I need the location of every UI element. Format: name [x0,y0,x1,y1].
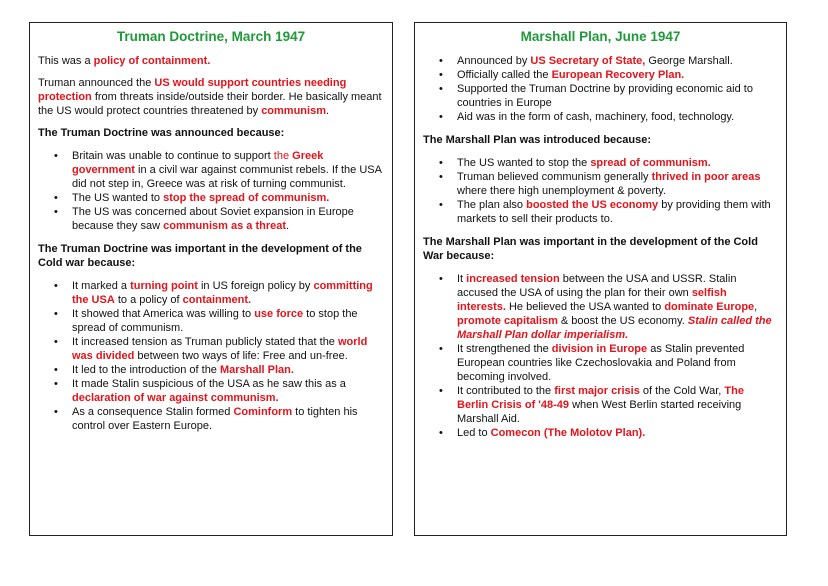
truman-importance-heading: The Truman Doctrine was important in the development of the Cold war because: [38,243,362,269]
bullet-item [457,54,778,68]
marshall-reasons-list [423,156,778,226]
truman-title: Truman Doctrine, March 1947 [116,29,306,44]
body-text: It strengthened the [457,343,552,355]
highlight-text: Cominform [233,406,293,418]
body-text: Announced by [457,55,531,67]
highlight-text: dominate Europe [664,301,755,313]
highlight-text: Greek government [72,150,324,176]
highlight-text: selfish interests. [457,287,727,313]
body-text: between the USA and USSR. Stalin accused the USA of using the plan for their own [457,273,737,299]
body-text: Britain was unable to continue to support [72,150,274,162]
body-text: . [286,220,290,232]
bullet-item [457,82,778,110]
highlight-text: use force [254,308,304,320]
bullet-item [457,68,778,82]
body-text: to tighten his control over Eastern Europe. [72,406,358,432]
highlight-text: policy of containment. [93,55,211,67]
bullet-item [72,149,384,191]
body-text: George Marshall. [645,55,733,67]
bullet-item [72,279,384,307]
body-text: The US wanted to stop the [457,157,591,169]
body-text: It led to the introduction of the [72,364,220,376]
marshall-importance-heading: The Marshall Plan was important in the development of the Cold War because: [423,236,758,262]
truman-announcement [38,76,384,118]
body-text: when West Berlin started receiving Marshall Aid. [457,399,742,425]
body-text: in US foreign policy by [197,280,314,292]
body-text: It made Stalin suspicious of the USA as he saw this as a [72,378,346,390]
highlight-text: thrived in poor areas [651,171,761,183]
body-text: between two ways of life: Free and un-free. [134,350,348,362]
body-text: where there high unemployment & poverty. [457,185,666,197]
highlight-text: turning point [130,280,198,292]
highlight-text: US would support countries needing protection [38,77,347,103]
highlight-text: world was divided [72,336,368,362]
bullet-item [72,191,384,205]
body-text: It increased tension as Truman publicly stated that the [72,336,338,348]
body-text: as Stalin prevented European countries like Czechoslovakia and Poland from becoming involved. [457,343,745,383]
highlight-text: Stalin called the Marshall Plan dollar imperialism. [457,315,772,341]
body-text: As a consequence Stalin formed [72,406,234,418]
truman-importance-list [38,279,384,433]
body-text: . [325,105,330,117]
marshall-facts-list [423,54,778,124]
body-text: The plan also [457,199,527,211]
bullet-item [457,384,778,426]
body-text: Led to [457,427,491,439]
highlight-text: first major crisis [554,385,640,397]
body-text: It showed that America was willing to [72,308,255,320]
body-text: from threats inside/outside their border. He basically meant the US would protect countries threatened by [38,91,382,117]
highlight-text: division in Europe [551,343,648,355]
highlight-text: The Berlin Crisis of '48-49 [457,385,744,411]
bullet-item [72,307,384,335]
truman-reasons-heading: The Truman Doctrine was announced because: [38,127,285,139]
bullet-item [72,205,384,233]
bullet-item [457,426,778,440]
body-text: by providing them with markets to sell their products to. [457,199,771,225]
body-text: He believed the USA wanted to [505,301,665,313]
highlight-text: boosted the US economy [526,199,659,211]
body-text: to stop the spread of communism. [72,308,358,334]
body-text: Aid was in the form of cash, machinery, food, technology. [457,111,735,123]
body-text: Truman announced the [38,77,155,89]
bullet-item [457,342,778,384]
body-text: Truman believed communism generally [457,171,652,183]
highlight-text: the [273,150,293,162]
highlight-text: Comecon (The Molotov Plan). [490,427,646,439]
body-text: It contributed to the [457,385,555,397]
body-text: & boost the US economy. [557,315,688,327]
body-text: in a civil war against communist rebels. If the USA did not step in, Greece was at risk of turning communist. [72,164,382,190]
bullet-item [72,377,384,405]
highlight-text: communism [261,105,326,117]
marshall-reasons-heading: The Marshall Plan was introduced because: [423,134,652,146]
highlight-text: committing the USA [72,280,373,306]
body-text: Officially called the [457,69,552,81]
bullet-item [457,170,778,198]
truman-doctrine-panel [29,22,393,536]
body-text: Supported the Truman Doctrine by providing economic aid to countries in Europe [457,83,753,109]
marshall-title: Marshall Plan, June 1947 [520,29,681,44]
body-text: The US was concerned about Soviet expansion in Europe because they saw [72,206,354,232]
marshall-plan-panel [414,22,787,536]
bullet-item [72,335,384,363]
body-text: It [457,273,467,285]
highlight-text: Marshall Plan. [219,364,294,376]
truman-reasons-list [38,149,384,233]
bullet-item [457,110,778,124]
highlight-text: increased tension [466,273,560,285]
highlight-text: communism as a threat [163,220,286,232]
body-text: The US wanted to [72,192,164,204]
body-text: , [754,301,758,313]
highlight-text: containment. [182,294,252,306]
body-text: This was a [38,55,94,67]
bullet-item [457,272,778,342]
body-text: to a policy of [114,294,183,306]
bullet-item [72,405,384,433]
highlight-text: spread of communism. [590,157,711,169]
truman-intro [38,54,384,68]
bullet-item [457,156,778,170]
highlight-text: promote capitalism [457,315,558,327]
marshall-importance-list [423,272,778,440]
highlight-text: US Secretary of State, [530,55,646,67]
highlight-text: declaration of war against communism. [72,392,279,404]
body-text: of the Cold War, [639,385,725,397]
highlight-text: European Recovery Plan. [551,69,685,81]
body-text: It marked a [72,280,131,292]
bullet-item [457,198,778,226]
highlight-text: stop the spread of communism. [163,192,330,204]
bullet-item [72,363,384,377]
